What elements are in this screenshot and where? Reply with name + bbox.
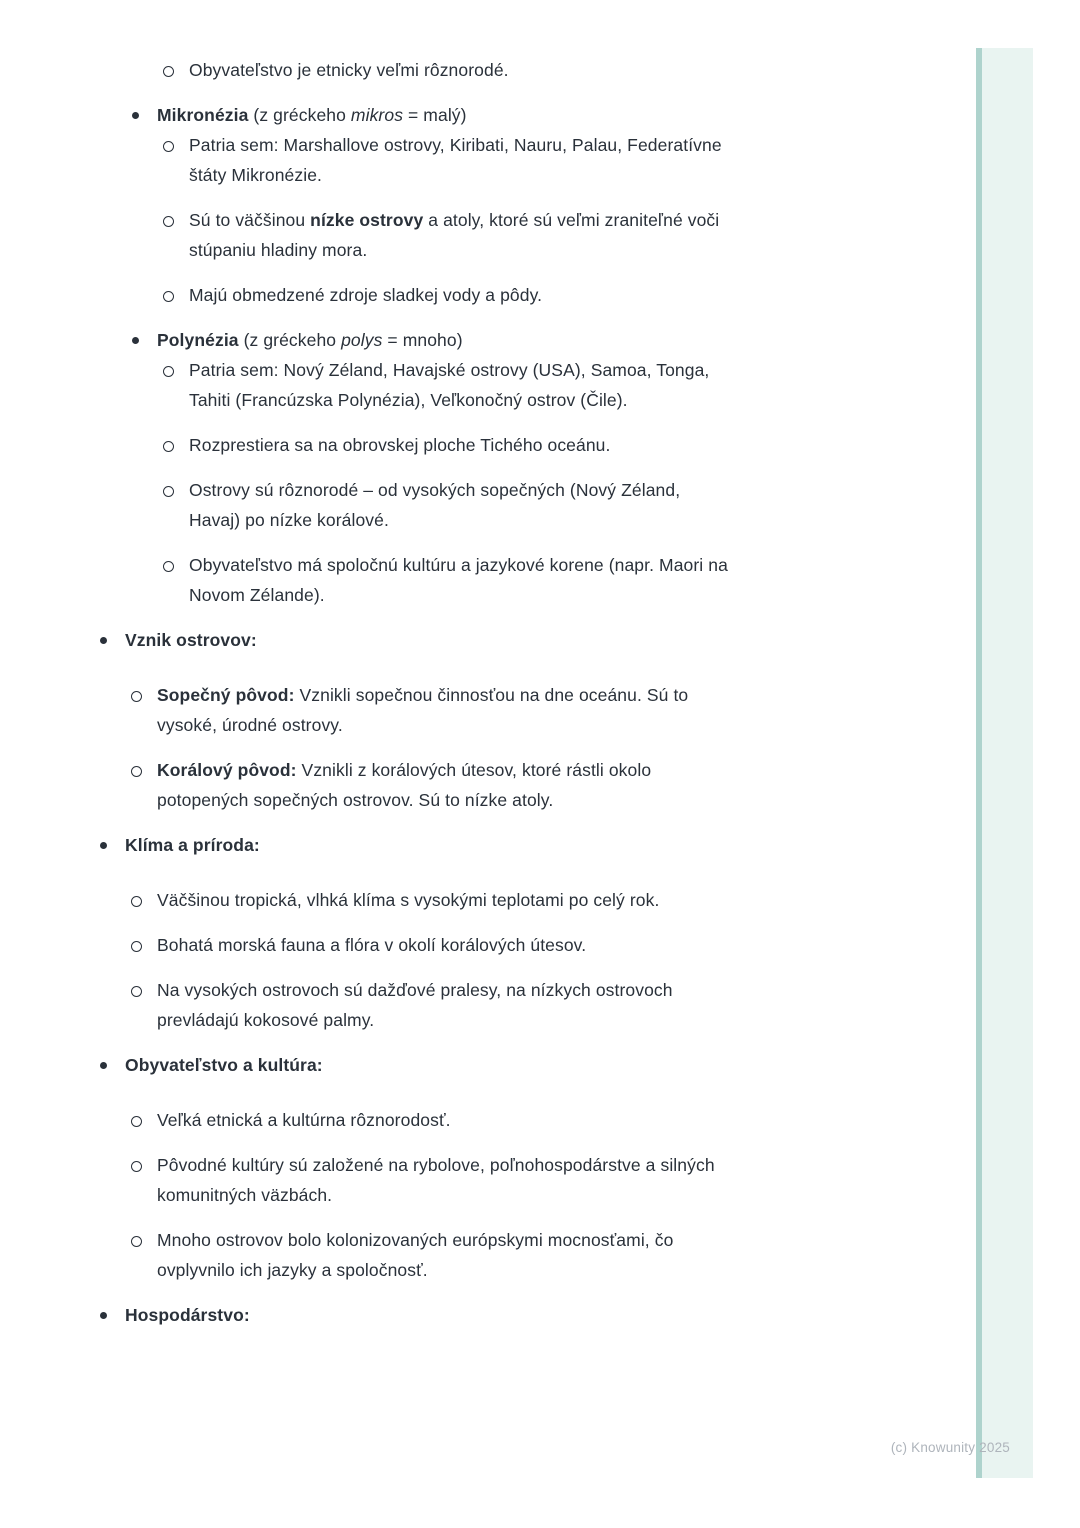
list-item xyxy=(128,975,976,1035)
list-item xyxy=(96,625,976,655)
circle-bullet-icon xyxy=(160,355,176,385)
list-item xyxy=(160,550,976,610)
circle-bullet-icon xyxy=(128,1105,144,1135)
list-item-text: Patria sem: Nový Zéland, Havajské ostrovy (USA), Samoa, Tonga, Tahiti (Francúzska Polynézia), Veľkonočný ostrov (Čile). xyxy=(189,360,710,410)
circle-bullet-icon xyxy=(160,475,176,505)
list-item-text: Obyvateľstvo a kultúra: xyxy=(125,1055,323,1075)
circle-bullet-icon xyxy=(128,975,144,1005)
accent-strip-panel xyxy=(982,48,1033,1478)
list-item xyxy=(128,680,976,740)
list-item xyxy=(128,100,976,130)
list-item xyxy=(160,280,976,310)
list-item xyxy=(128,755,976,815)
disc-bullet-icon xyxy=(96,1050,112,1080)
list-item-text: Majú obmedzené zdroje sladkej vody a pôdy. xyxy=(189,285,543,305)
list-item-text: Hospodárstvo: xyxy=(125,1305,250,1325)
list-item-text: Ostrovy sú rôznorodé – od vysokých sopečných (Nový Zéland, Havaj) po nízke korálové. xyxy=(189,480,681,530)
list-item-text: Vznik ostrovov: xyxy=(125,630,257,650)
list-item-text: Korálový pôvod: Vznikli z korálových útesov, ktoré rástli okolo potopených sopečných ostrovov. Sú to nízke atoly. xyxy=(157,760,652,810)
circle-bullet-icon xyxy=(160,430,176,460)
list-item-text: Sú to väčšinou nízke ostrovy a atoly, ktoré sú veľmi zraniteľné voči stúpaniu hladiny mora. xyxy=(189,210,720,260)
list-item xyxy=(128,930,976,960)
list-item-text: Sopečný pôvod: Vznikli sopečnou činnosťou na dne oceánu. Sú to vysoké, úrodné ostrovy. xyxy=(157,685,689,735)
list-item-text: Klíma a príroda: xyxy=(125,835,260,855)
list-item-text: Obyvateľstvo je etnicky veľmi rôznorodé. xyxy=(189,60,509,80)
list-item-text: Mikronézia (z gréckeho mikros = malý) xyxy=(157,105,467,125)
list-item-text: Patria sem: Marshallove ostrovy, Kiribati, Nauru, Palau, Federatívne štáty Mikronézie. xyxy=(189,135,722,185)
list-item-text: Mnoho ostrovov bolo kolonizovaných európskymi mocnosťami, čo ovplyvnilo ich jazyky a spoločnosť. xyxy=(157,1230,674,1280)
list-item xyxy=(128,325,976,355)
list-item xyxy=(128,885,976,915)
list-item-text: Pôvodné kultúry sú založené na rybolove, poľnohospodárstve a silných komunitných väzbách. xyxy=(157,1155,715,1205)
list-item xyxy=(160,130,976,190)
list-item xyxy=(128,1105,976,1135)
disc-bullet-icon xyxy=(128,100,144,130)
copyright-watermark: (c) Knowunity 2025 xyxy=(890,1440,1010,1455)
list-item xyxy=(160,205,976,265)
list-item xyxy=(160,55,976,85)
list-item xyxy=(96,1300,976,1330)
circle-bullet-icon xyxy=(160,280,176,310)
list-item xyxy=(160,475,976,535)
circle-bullet-icon xyxy=(160,130,176,160)
circle-bullet-icon xyxy=(160,55,176,85)
list-item xyxy=(160,355,976,415)
circle-bullet-icon xyxy=(128,680,144,710)
list-item xyxy=(96,1050,976,1080)
list-item-text: Bohatá morská fauna a flóra v okolí korálových útesov. xyxy=(157,935,587,955)
list-item xyxy=(128,1150,976,1210)
disc-bullet-icon xyxy=(96,830,112,860)
list-item-text: Veľká etnická a kultúrna rôznorodosť. xyxy=(157,1110,451,1130)
disc-bullet-icon xyxy=(96,1300,112,1330)
circle-bullet-icon xyxy=(160,550,176,580)
list-item-text: Polynézia (z gréckeho polys = mnoho) xyxy=(157,330,463,350)
circle-bullet-icon xyxy=(128,755,144,785)
list-item-text: Na vysokých ostrovoch sú dažďové pralesy, na nízkych ostrovoch prevládajú kokosové palmy. xyxy=(157,980,673,1030)
disc-bullet-icon xyxy=(128,325,144,355)
circle-bullet-icon xyxy=(160,205,176,235)
circle-bullet-icon xyxy=(128,1150,144,1180)
list-item xyxy=(160,430,976,460)
list-item-text: Rozprestiera sa na obrovskej ploche Tichého oceánu. xyxy=(189,435,611,455)
circle-bullet-icon xyxy=(128,885,144,915)
list-item xyxy=(128,1225,976,1285)
disc-bullet-icon xyxy=(96,625,112,655)
circle-bullet-icon xyxy=(128,1225,144,1255)
list-item xyxy=(96,830,976,860)
list-item-text: Väčšinou tropická, vlhká klíma s vysokými teplotami po celý rok. xyxy=(157,890,660,910)
list-item-text: Obyvateľstvo má spoločnú kultúru a jazykové korene (napr. Maori na Novom Zélande). xyxy=(189,555,728,605)
circle-bullet-icon xyxy=(128,930,144,960)
